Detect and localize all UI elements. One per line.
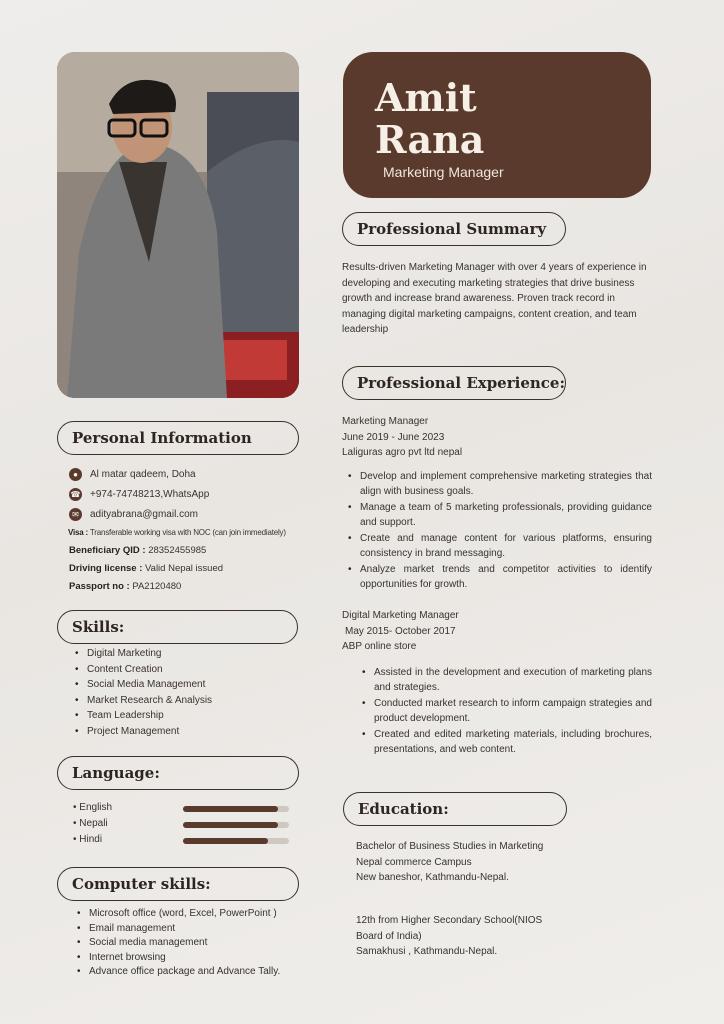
list-item: • Manage a team of 5 marketing professionals, providing guidance and support. [346,500,652,531]
job-bullets [360,665,652,758]
education-entry-2 [356,913,646,960]
list-item: • Microsoft office (word, Excel, PowerPoint ) [75,907,285,922]
beneficiary-row [69,542,329,560]
location: New baneshor, Kathmandu-Nepal. [356,872,509,883]
visa-label: Visa : [68,528,88,537]
list-item: • Digital Marketing [73,646,303,662]
location-pin-icon: ● [69,468,82,481]
list-item: • Develop and implement comprehensive marketing strategies that align with business goals. [346,469,652,500]
location: Samakhusi , Kathmandu-Nepal. [356,946,498,957]
list-item: • Advance office package and Advance Tally. [75,965,285,980]
list-item: • Email management [75,922,285,937]
list-item: • Analyze market trends and competitor activities to identify opportunities for growth. [346,562,652,593]
computer-skills-list [75,907,285,980]
education-heading: Education: [343,792,567,826]
list-item: • Conducted market research to inform campaign strategies and product development. [360,696,652,727]
personal-info-heading: Personal Information [57,421,299,455]
institution: Nepal commerce Campus [356,856,472,868]
list-item: • Created and edited marketing materials, including brochures, presentations, and web content. [360,727,652,758]
phone-text: +974-74748213,WhatsApp [90,488,210,500]
email-row [69,504,329,524]
list-item: • Social Media Management [73,677,303,693]
computer-skills-heading: Computer skills: [57,867,299,901]
profile-photo [57,52,299,398]
license-label: Driving license : [69,563,143,574]
list-item: • Create and manage content for various platforms, ensuring consistency in brand messaging. [346,531,652,562]
passport-value: PA2120480 [132,581,182,592]
passport-label: Passport no : [69,581,130,592]
job-dates: May 2015- October 2017 [345,625,456,637]
address-row [69,464,329,484]
list-item: • Market Research & Analysis [73,693,303,709]
language-nepali: • Nepali [73,818,108,829]
language-bar [183,806,289,812]
job-2 [342,608,652,758]
experience-heading: Professional Experience: [342,366,566,400]
language-hindi: • Hindi [73,834,103,845]
language-english: • English [73,802,113,813]
job-bullets [346,469,652,593]
passport-row [69,578,329,596]
degree: Bachelor of Business Studies in Marketing [356,841,544,852]
phone-row [69,484,329,504]
list-item: • Assisted in the development and execution of marketing plans and strategies. [360,665,652,696]
license-row [69,560,329,578]
language-list [73,802,303,852]
beneficiary-value: 28352455985 [148,545,207,556]
list-item: • Team Leadership [73,708,303,724]
license-value: Valid Nepal issued [145,563,224,574]
job-company: Laliguras agro pvt ltd nepal [342,447,463,458]
visa-value: Transferable working visa with NOC (can join immediately) [89,528,286,537]
job-dates: June 2019 - June 2023 [342,431,445,443]
skills-heading: Skills: [57,610,298,644]
name-header [343,52,651,198]
email-text: adityabrana@gmail.com [90,508,198,520]
job-title: Digital Marketing Manager [342,610,459,621]
language-heading: Language: [57,756,299,790]
list-item: • Content Creation [73,662,303,678]
job-title: Marketing Manager [342,416,429,427]
language-bar [183,838,289,844]
summary-text: Results-driven Marketing Manager with over 4 years of experience in developing and executing marketing strategies that drive business growth and increase brand awareness. Proven track record in managing digital marketing campaigns, content creation, and team leadership [342,262,647,335]
last-name: Rana [375,117,485,162]
summary-heading: Professional Summary [342,212,566,246]
beneficiary-label: Beneficiary QID : [69,545,146,556]
job-1 [342,414,652,593]
email-icon: ✉ [69,508,82,521]
degree: 12th from Higher Secondary School(NIOS [356,915,543,926]
contact-list [69,464,329,596]
skills-list [73,646,303,739]
list-item: • Project Management [73,724,303,740]
job-title: Marketing Manager [383,164,504,180]
language-bar [183,822,289,828]
institution: Board of India) [356,930,422,942]
first-name: Amit [375,75,477,120]
visa-row [68,524,329,542]
address-text: Al matar qadeem, Doha [90,468,196,480]
list-item: • Internet browsing [75,951,285,966]
phone-icon: ☎ [70,489,81,499]
job-company: ABP online store [342,641,417,652]
education-entry-1 [356,839,646,886]
list-item: • Social media management [75,936,285,951]
